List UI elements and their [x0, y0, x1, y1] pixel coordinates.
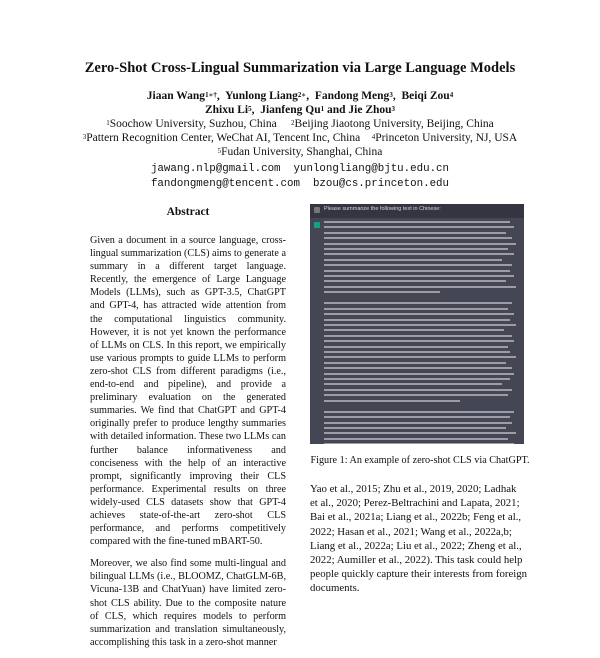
author-line-1: Jiaan Wang$^{1∗\dagger}$, Yunlong Liang$^{2∗}$, Fandong Meng$^3$, Beiqi Zou$^4$	[146, 90, 454, 102]
figure-text-line	[324, 356, 516, 358]
author-sup: 5	[248, 105, 252, 113]
figure-text-line	[324, 329, 504, 331]
body-line: people quickly capture their interests from foreign	[310, 568, 528, 581]
affiliation-line-1	[0, 117, 600, 131]
figure-text-line	[324, 253, 514, 255]
figure-text-line	[324, 383, 502, 385]
abstract-heading: Abstract	[166, 206, 210, 218]
affiliation-line-2	[0, 131, 600, 145]
body-line: 2022; Hasan et al., 2021; Wang et al., 2022a,b;	[310, 525, 512, 538]
figure-text-line	[324, 286, 516, 288]
author-sup: 2∗	[297, 91, 307, 99]
body-line: Liang et al., 2022a; Liu et al., 2022; Zheng et al.,	[310, 539, 522, 552]
figure-text-line	[324, 237, 512, 239]
figure-text-line	[324, 226, 514, 228]
author-name: Jianfeng Qu	[260, 104, 321, 116]
author-name: Zhixu Li	[204, 104, 249, 116]
figure-text-line	[324, 378, 510, 380]
paper-title: Zero-Shot Cross-Lingual Summarization via Large Language Models	[84, 60, 516, 76]
figure-text-line	[324, 319, 510, 321]
body-line: 2022; Aumiller et al., 2022). This task could help	[310, 554, 523, 567]
author-line-2: Zhixu Li$^5$, Jianfeng Qu$^1$ and Jie Zhou$^3$	[204, 104, 396, 116]
email-line-2	[0, 177, 600, 192]
figure-text-line	[324, 221, 510, 223]
affil-sup: 4	[371, 133, 376, 141]
author-sup: 1	[320, 105, 325, 113]
figure-text-line	[324, 243, 516, 245]
figure-document-text	[310, 218, 524, 444]
figure-text-line	[324, 302, 512, 304]
figure-text-line	[324, 427, 506, 429]
email[interactable]: yunlongliang@bjtu.edu.cn	[293, 163, 450, 175]
author-sup: 3	[389, 91, 393, 99]
body-line: et al., 2020; Perez-Beltrachini and Lapata, 2021;	[310, 497, 520, 510]
figure-text-line	[324, 275, 514, 277]
affiliation: Fudan University, Shanghai, China	[221, 146, 383, 158]
figure-text-line	[324, 232, 506, 234]
affiliation: Princeton University, NJ, USA	[375, 132, 518, 144]
figure-user-prompt	[310, 204, 524, 218]
figure-text-line	[324, 340, 514, 342]
assistant-avatar-icon	[314, 222, 320, 228]
figure-text-line	[324, 308, 508, 310]
affil-sup: 2	[291, 119, 295, 127]
figure-text-line	[324, 443, 514, 444]
figure-text-lines	[324, 221, 518, 444]
email[interactable]: bzou@cs.princeton.edu	[312, 178, 450, 190]
paper-header	[0, 60, 600, 192]
figure-text-line	[324, 394, 508, 396]
author-name: Yunlong Liang	[225, 90, 298, 102]
affiliation: Soochow University, Suzhou, China	[109, 118, 277, 130]
author-name: Jiaan Wang	[146, 90, 206, 102]
figure-text-line	[324, 324, 516, 326]
figure-text-line	[324, 280, 506, 282]
figure-text-line	[324, 400, 460, 402]
author-sup: 1∗†	[205, 91, 217, 99]
affiliation: Beijing Jiaotong University, Beijing, China	[294, 118, 494, 130]
figure-caption: Figure 1: An example of zero-shot CLS via ChatGPT.	[310, 455, 530, 466]
email-line-1	[0, 162, 600, 177]
figure-text-line	[324, 411, 514, 413]
affil-sup: 3	[82, 133, 87, 141]
figure-text-line	[324, 432, 516, 434]
body-line: Yao et al., 2015; Zhu et al., 2019, 2020; Ladhak	[310, 483, 517, 495]
figure-text-line	[324, 373, 514, 375]
figure-text-line	[324, 362, 506, 364]
figure-text-line	[324, 291, 440, 293]
figure-text-line	[324, 259, 502, 261]
figure-text-line	[324, 313, 514, 315]
body-line: documents.	[310, 582, 360, 595]
figure-text-line	[324, 335, 512, 337]
author-name: Jie Zhou	[348, 104, 392, 116]
figure-text-line	[324, 422, 512, 424]
right-column	[310, 204, 530, 596]
left-column	[88, 206, 288, 658]
figure-text-line	[324, 367, 512, 369]
affil-sup: 1	[106, 119, 110, 127]
figure-text-line	[324, 351, 510, 353]
author-sup: 4	[449, 91, 454, 99]
user-avatar-icon	[314, 207, 320, 213]
body-line: Bai et al., 2021a; Liang et al., 2022b; Feng et al.,	[310, 511, 522, 524]
figure-text-line	[324, 346, 508, 348]
figure-text-line	[324, 389, 512, 391]
affil-sup: 5	[217, 147, 222, 155]
figure-text-line	[324, 270, 510, 272]
abstract-paragraph-1: Given a document in a source language, cross-lingual summarization (CLS) aims to generate a summary in a different target language. Recently, the emergence of Large Language Models (LLMs), such as GPT-3.5, ChatGPT and GPT-4, has attracted wide attention from the computational linguistics community. However, it is not yet known the performance of LLMs on CLS. In this report, we empirically use various prompts to guide LLMs to perform zero-shot CLS from different paradigms (i.e., end-to-end and pipeline), and provide a preliminary evaluation on the generated summaries. We find that ChatGPT and GPT-4 originally prefer to produce lengthy summaries with detailed information. These two LLMs can further balance informativeness and conciseness with the help of an interactive prompt, significantly improving their CLS performance. Experimental results on three widely-used CLS datasets show that GPT-4 achieves state-of-the-art zero-shot CLS performance, and performs competitively compared with the fine-tuned mBART-50.	[90, 235, 286, 548]
abstract-paragraph-2: Moreover, we also find some multi-lingual and bilingual LLMs (i.e., BLOOMZ, ChatGLM-6B, Vicuna-13B and ChatYuan) have limited zero-shot CLS ability. Due to the composite nature of CLS, which requires models to perform summarization and translation simultaneously, accomplishing this task in a zero-shot manner	[90, 558, 286, 648]
figure-text-line	[324, 416, 510, 418]
author-name: Fandong Meng	[314, 90, 390, 102]
figure-text-line	[324, 248, 508, 250]
affiliation-line-3	[0, 145, 600, 159]
author-sup: 3	[391, 105, 396, 113]
email[interactable]: jawang.nlp@gmail.com	[150, 163, 281, 175]
author-name: Beiqi Zou	[401, 90, 450, 102]
figure-text-line	[324, 264, 512, 266]
body-paragraph	[310, 482, 530, 596]
email[interactable]: fandongmeng@tencent.com	[150, 178, 300, 190]
figure-1-chat-screenshot	[310, 204, 524, 444]
affiliation: Pattern Recognition Center, WeChat AI, Tencent Inc, China	[86, 132, 361, 144]
prompt-text: Please summarize the following text in Chinese:	[324, 206, 441, 212]
figure-text-line	[324, 438, 508, 440]
